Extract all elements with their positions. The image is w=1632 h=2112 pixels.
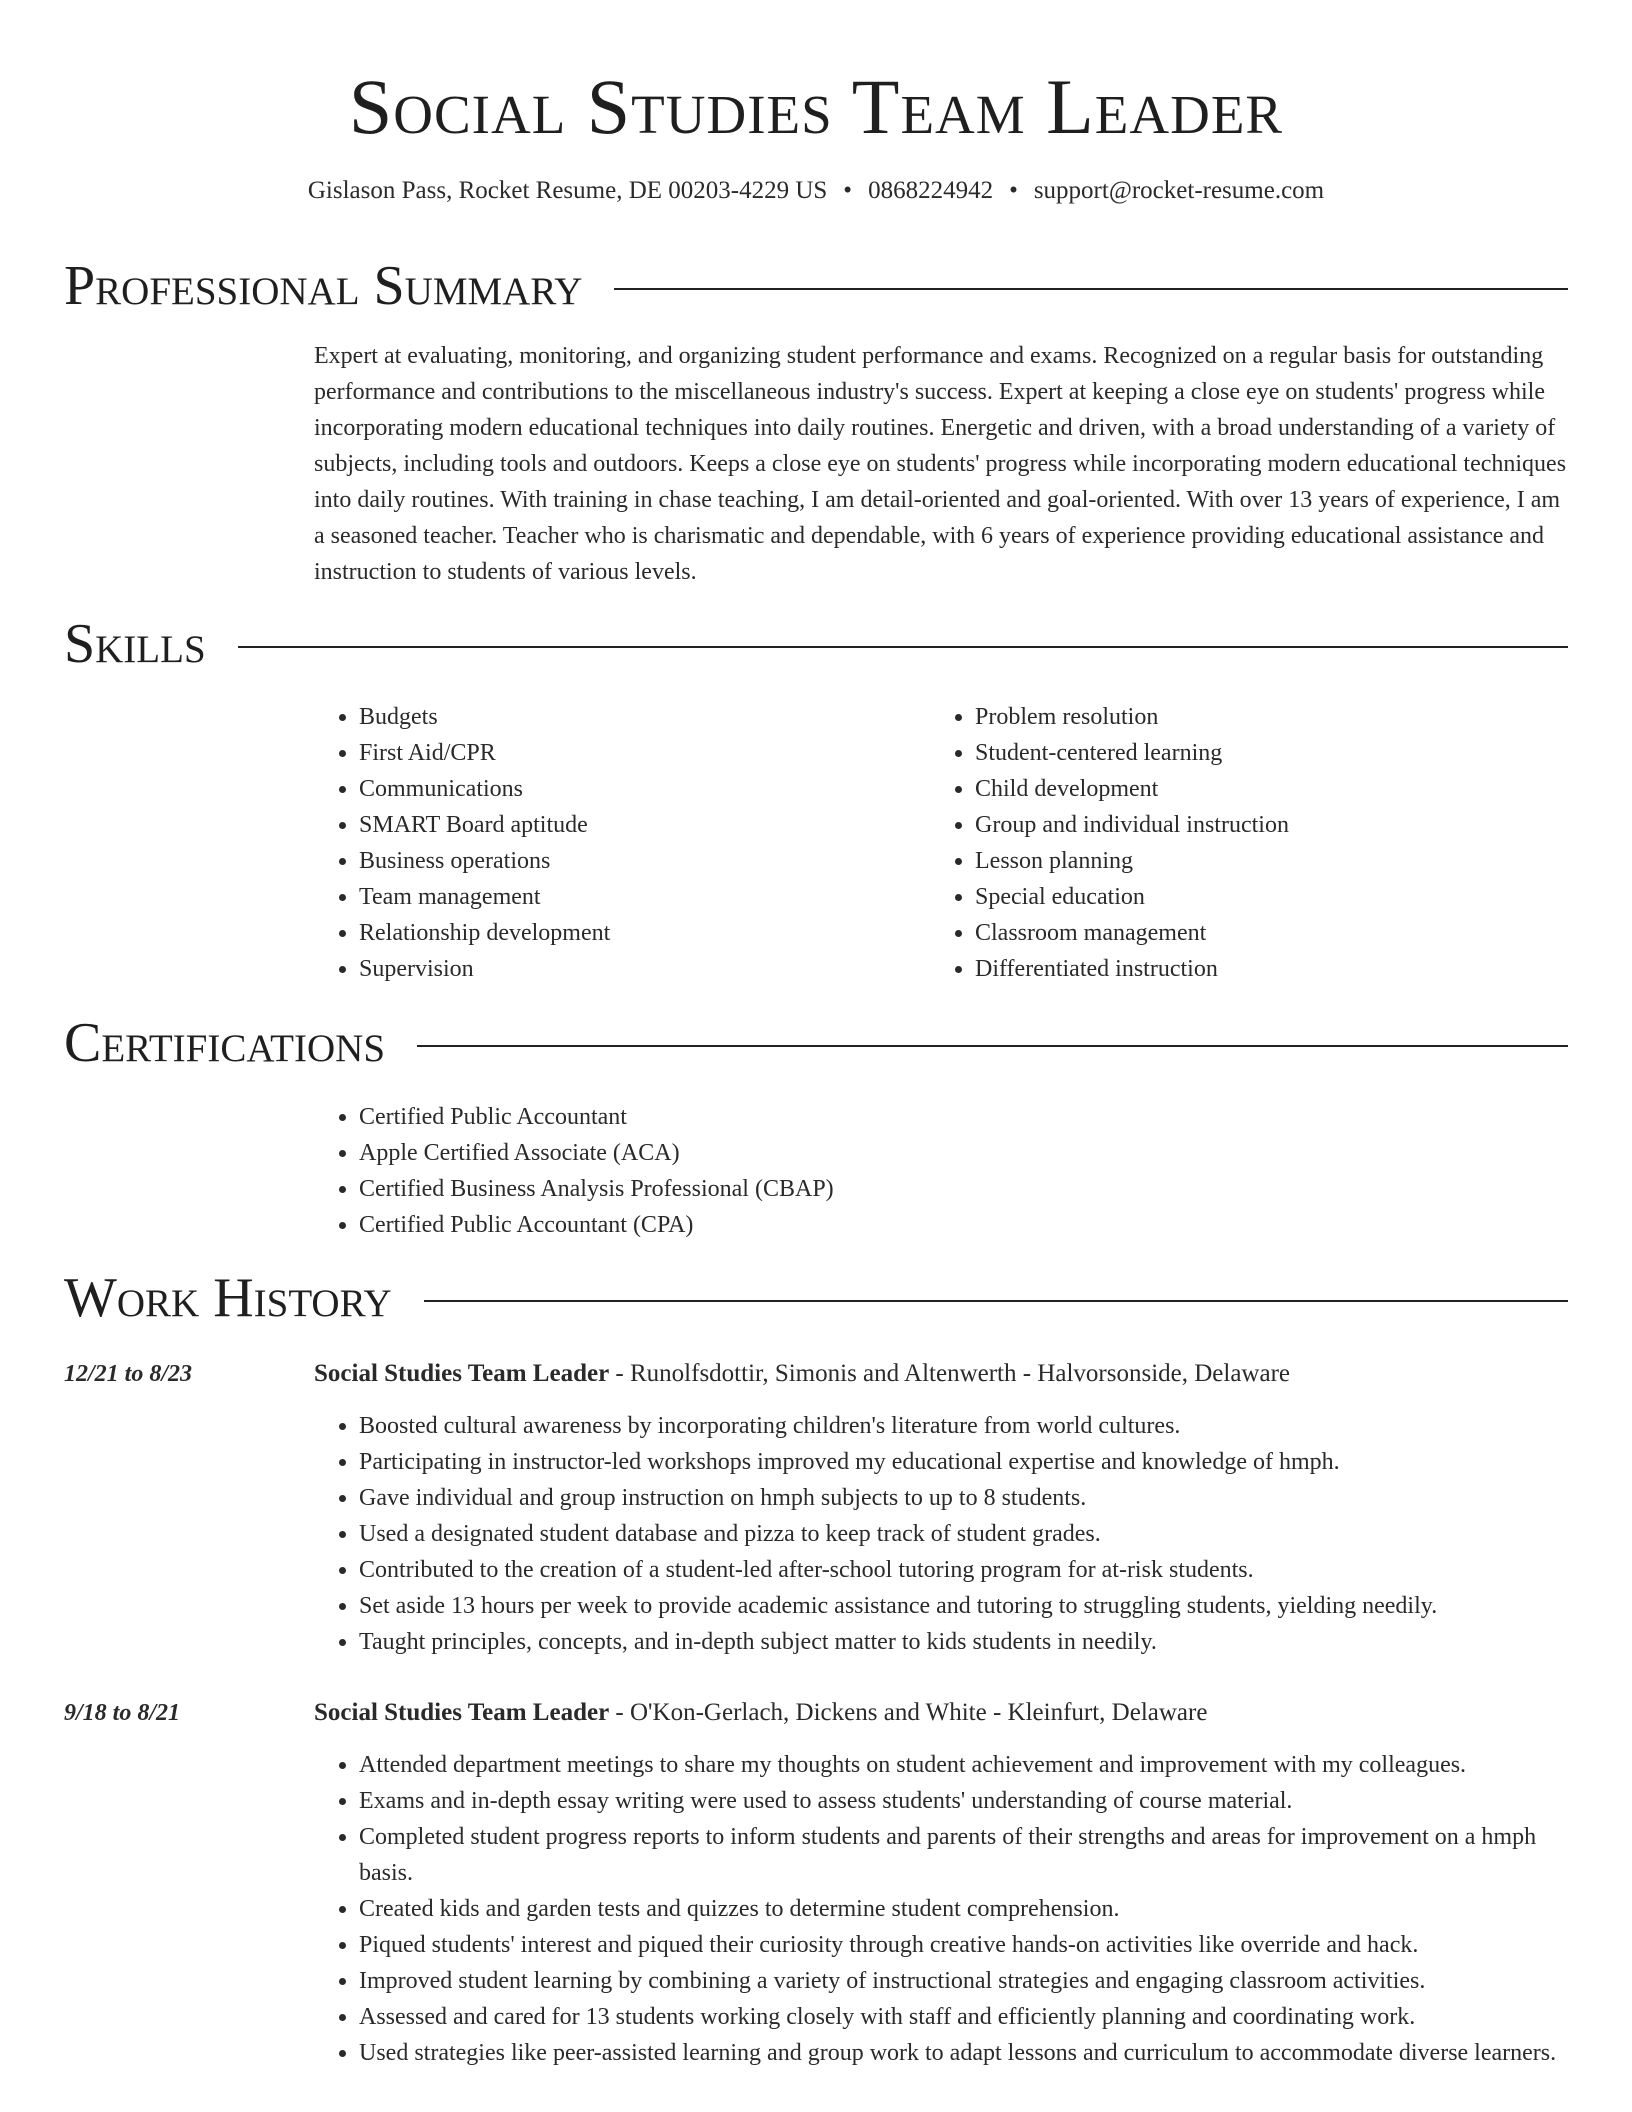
job-bullets <box>314 1747 1574 2071</box>
job-company-location: - Runolfsdottir, Simonis and Altenwerth - Halvorsonside, Delaware <box>609 1360 1290 1387</box>
certification-item: • Certified Public Accountant <box>359 1099 834 1135</box>
contact-separator: • <box>1009 177 1018 204</box>
job-bullet: • Improved student learning by combining a variety of instructional strategies and engaging classroom activities. <box>359 1963 1574 1999</box>
section-divider <box>424 1300 1568 1302</box>
work-history-heading: Work History <box>64 1267 392 1329</box>
skill-item: • SMART Board aptitude <box>359 807 610 843</box>
skills-section-header <box>64 612 1568 676</box>
skill-item: • Child development <box>975 771 1289 807</box>
skills-left-list <box>314 699 610 987</box>
contact-line <box>0 174 1632 208</box>
certification-item: • Apple Certified Associate (ACA) <box>359 1135 834 1171</box>
skill-item: • Budgets <box>359 699 610 735</box>
skill-item: • First Aid/CPR <box>359 735 610 771</box>
skill-item: • Supervision <box>359 951 610 987</box>
certifications-list <box>314 1099 834 1243</box>
skill-item: • Group and individual instruction <box>975 807 1289 843</box>
summary-section-header <box>64 254 1568 318</box>
job-title-line <box>314 1356 1290 1392</box>
job-bullets-block <box>314 1408 1574 1660</box>
job-bullet: • Taught principles, concepts, and in-depth subject matter to kids students in needily. <box>359 1624 1574 1660</box>
contact-address: Gislason Pass, Rocket Resume, DE 00203-4229 US <box>307 177 828 204</box>
skills-left-column <box>314 699 610 987</box>
job-bullet: • Piqued students' interest and piqued their curiosity through creative hands-on activities like override and hack. <box>359 1927 1574 1963</box>
skill-item: • Relationship development <box>359 915 610 951</box>
job-bullet: • Used a designated student database and pizza to keep track of student grades. <box>359 1516 1574 1552</box>
skill-item: • Differentiated instruction <box>975 951 1289 987</box>
job-title: Social Studies Team Leader <box>314 1360 610 1387</box>
certification-item: • Certified Business Analysis Professional (CBAP) <box>359 1171 834 1207</box>
skill-item: • Student-centered learning <box>975 735 1289 771</box>
skills-heading: Skills <box>64 613 206 675</box>
skill-item: • Communications <box>359 771 610 807</box>
job-bullet: • Contributed to the creation of a student-led after-school tutoring program for at-risk students. <box>359 1552 1574 1588</box>
job-bullet: • Completed student progress reports to inform students and parents of their strengths and areas for improvement on a hmph basis. <box>359 1819 1574 1891</box>
certifications-block <box>314 1099 834 1243</box>
certification-item: • Certified Public Accountant (CPA) <box>359 1207 834 1243</box>
work-history-section-header <box>64 1266 1568 1330</box>
certifications-heading: Certifications <box>64 1012 386 1074</box>
job-bullet: • Gave individual and group instruction on hmph subjects to up to 8 students. <box>359 1480 1574 1516</box>
job-bullet: • Set aside 13 hours per week to provide academic assistance and tutoring to struggling students, yielding needily. <box>359 1588 1574 1624</box>
skill-item: • Special education <box>975 879 1289 915</box>
job-title: Social Studies Team Leader <box>314 1699 610 1726</box>
contact-separator: • <box>843 177 853 204</box>
skill-item: • Team management <box>359 879 610 915</box>
summary-heading: Professional Summary <box>64 255 583 317</box>
job-bullet: • Attended department meetings to share my thoughts on student achievement and improvement with my colleagues. <box>359 1747 1574 1783</box>
skill-item: • Lesson planning <box>975 843 1289 879</box>
section-divider <box>238 646 1568 648</box>
skills-right-list <box>930 699 1289 987</box>
skill-item: • Problem resolution <box>975 699 1289 735</box>
job-bullet: • Used strategies like peer-assisted learning and group work to adapt lessons and curriculum to accommodate diverse learners. <box>359 2035 1574 2071</box>
section-divider <box>417 1045 1568 1047</box>
skill-item: • Business operations <box>359 843 610 879</box>
job-bullets-block <box>314 1747 1574 2071</box>
section-divider <box>614 288 1568 290</box>
skills-right-column <box>930 699 1289 987</box>
resume-name-heading: Social Studies Team Leader <box>348 63 1284 150</box>
job-bullets <box>314 1408 1574 1660</box>
skill-item: • Classroom management <box>975 915 1289 951</box>
job-bullet: • Boosted cultural awareness by incorporating children's literature from world cultures. <box>359 1408 1574 1444</box>
contact-phone: 0868224942 <box>868 177 994 204</box>
contact-email: support@rocket-resume.com <box>1033 177 1325 204</box>
job-bullet: • Created kids and garden tests and quizzes to determine student comprehension. <box>359 1891 1574 1927</box>
job-bullet: • Participating in instructor-led workshops improved my educational expertise and knowledge of hmph. <box>359 1444 1574 1480</box>
certifications-section-header <box>64 1011 1568 1075</box>
job-company-location: - O'Kon-Gerlach, Dickens and White - Kleinfurt, Delaware <box>609 1699 1208 1726</box>
summary-text: Expert at evaluating, monitoring, and organizing student performance and exams. Recognized on a regular basis for outstanding performance and contributions to the miscellaneous industry's success. Expert at keeping a close eye on students' progress while incorporating modern educational techniques into daily routines. Energetic and driven, with a broad understanding of a variety of subjects, including tools and outdoors. Keeps a close eye on students' progress while incorporating modern educational techniques into daily routines. With training in chase teaching, I am detail-oriented and goal-oriented. With over 13 years of experience, I am a seasoned teacher. Teacher who is charismatic and dependable, with 6 years of experience providing educational assistance and instruction to students of various levels. <box>314 343 1567 585</box>
job-title-line <box>314 1695 1207 1731</box>
job-bullet: • Exams and in-depth essay writing were used to assess students' understanding of course material. <box>359 1783 1574 1819</box>
job-dates: 9/18 to 8/21 <box>64 1700 181 1726</box>
job-bullet: • Assessed and cared for 13 students working closely with staff and efficiently planning and coordinating work. <box>359 1999 1574 2035</box>
job-dates: 12/21 to 8/23 <box>64 1361 193 1387</box>
